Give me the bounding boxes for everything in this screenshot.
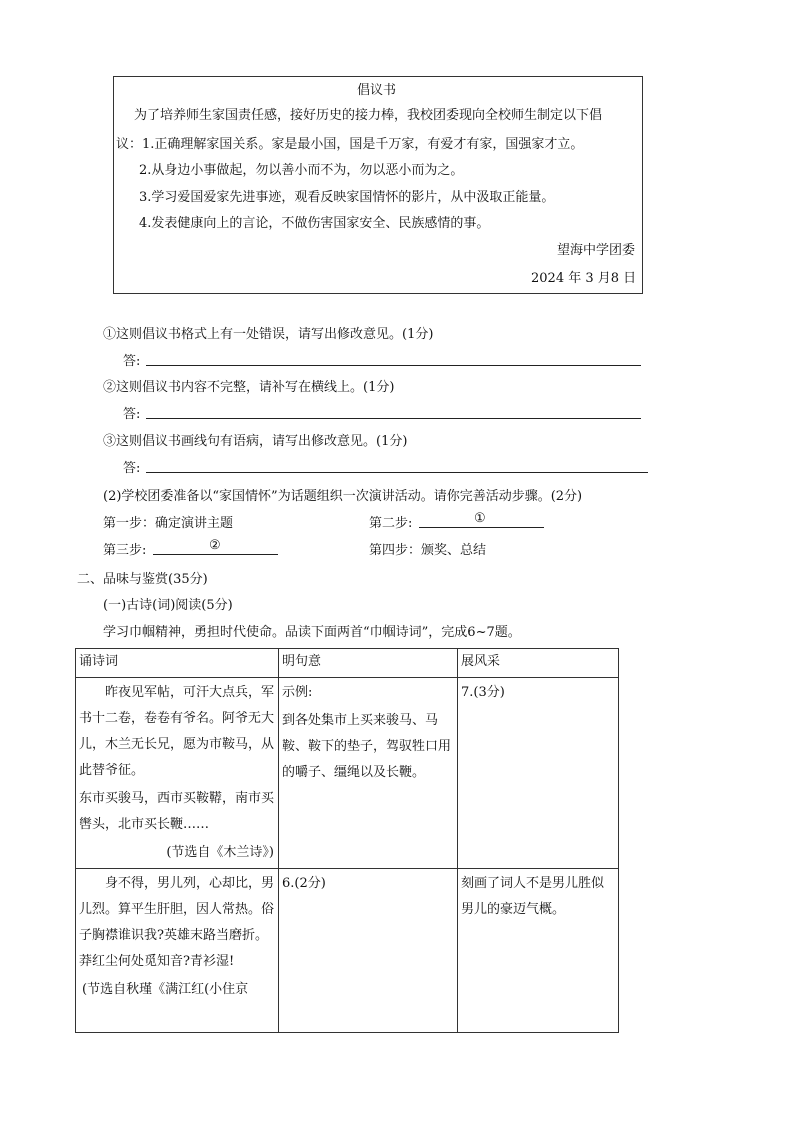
question-6: 6.(2分) — [282, 876, 326, 891]
proposal-item-1: 1.正确理解家国关系。家是最小国，国是千万家，有爱才有家，国强家才立。 — [142, 137, 584, 152]
step-3-blank-marker: ② — [209, 538, 221, 553]
poem-manjianghong-source: (节选自秋瑾《满江红(小住京 — [82, 982, 249, 997]
style-text: 刻画了词人不是男儿胜似男儿的豪迈气概。 — [461, 876, 605, 917]
poem-mulan-source: (节选自《木兰诗》) — [166, 845, 274, 860]
section-2-intro: 学习巾帼精神，勇担时代使命。品读下面两首“巾帼诗词”，完成6~7题。 — [103, 625, 521, 640]
poem-table — [75, 648, 619, 1033]
header-meaning: 明句意 — [282, 654, 322, 669]
proposal-item-4: 4.发表健康向上的言论，不做伤害国家安全、民族感情的事。 — [139, 216, 490, 231]
section-2-sub: (一)古诗(词)阅读(5分) — [103, 598, 233, 613]
header-style: 展风采 — [461, 654, 501, 669]
proposal-title: 倡议书 — [357, 83, 397, 98]
question-7: 7.(3分) — [461, 685, 505, 700]
header-recite: 诵诗词 — [79, 654, 119, 669]
example-text: 到各处集市上买来骏马、马鞍、鞍下的垫子，驾驭牲口用的嚼子、缰绳以及长鞭。 — [282, 713, 452, 780]
step-4: 第四步：颁奖、总结 — [369, 543, 487, 558]
answer-label-3: 答: — [123, 461, 141, 476]
proposal-item-3: 3.学习爱国爱家先进事迹，观看反映家国情怀的影片，从中汲取正能量。 — [139, 190, 555, 205]
answer-label-1: 答: — [123, 354, 141, 369]
section-2-heading: 二、品味与鉴赏(35分) — [77, 572, 208, 587]
proposal-intro-line2: 议：1.正确理解家国关系。家是最小国，国是千万家，有爱才有家，国强家才立。 — [116, 137, 584, 152]
step-2-blank-marker: ① — [474, 511, 486, 526]
step-2-blank-line[interactable] — [419, 527, 544, 528]
poem-manjianghong: 身不得，男儿列，心却比，男儿烈。算平生肝胆，因人常热。俗子胸襟谁识我?英雄末路当磨折。莽红尘何处觅知音?青衫湿! — [79, 876, 275, 969]
step-3-blank-line[interactable] — [153, 554, 278, 555]
proposal-date: 2024 年 3 月8 日 — [531, 271, 637, 286]
proposal-intro-line1: 为了培养师生家国责任感，接好历史的接力棒，我校团委现向全校师生制定以下倡 — [134, 108, 603, 123]
proposal-item-2: 2.从身边小事做起，勿以善小而不为，勿以恶小而为之。 — [139, 163, 464, 178]
poem-mulan-cont: 东市买骏马，西市买鞍鞯，南市买辔头，北市买长鞭…… — [79, 791, 275, 832]
step-2-label: 第二步: — [369, 516, 413, 531]
answer-line-3[interactable] — [146, 472, 648, 473]
question-2: ②这则倡议书内容不完整，请补写在横线上。(1分) — [103, 380, 395, 395]
answer-line-1[interactable] — [146, 365, 641, 366]
example-label: 示例: — [282, 685, 313, 700]
answer-line-2[interactable] — [146, 418, 641, 419]
question-3: ③这则倡议书画线句有语病，请写出修改意见。(1分) — [103, 434, 408, 449]
step-3-label: 第三步: — [103, 543, 147, 558]
answer-label-2: 答: — [123, 407, 141, 422]
proposal-signature: 望海中学团委 — [557, 243, 636, 258]
poem-mulan-main: 昨夜见军帖，可汗大点兵，军书十二卷，卷卷有爷名。阿爷无大儿，木兰无长兄，愿为市鞍马，从此替爷征。 — [79, 685, 275, 778]
step-1: 第一步：确定演讲主题 — [103, 516, 234, 531]
question-1: ①这则倡议书格式上有一处错误，请写出修改意见。(1分) — [103, 327, 434, 342]
question-4: (2)学校团委准备以“家国情怀”为话题组织一次演讲活动。请你完善活动步骤。(2分) — [103, 489, 583, 504]
